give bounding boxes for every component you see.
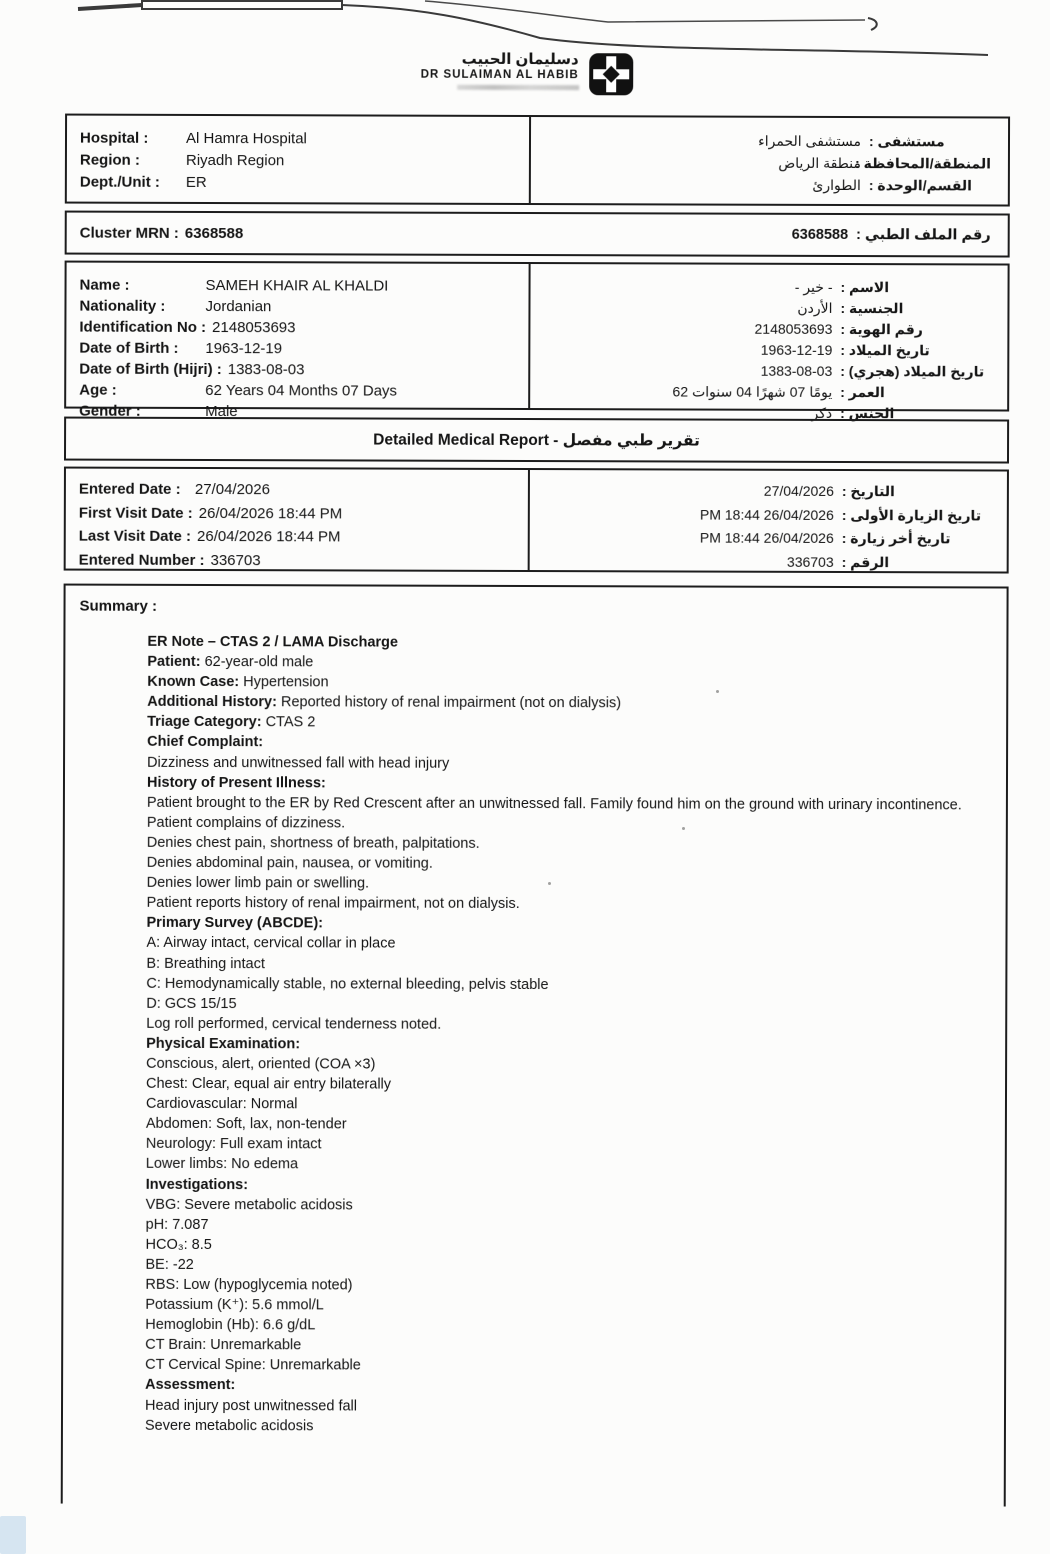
summary-line: pH: 7.087 (145, 1216, 209, 1233)
info-row-ar (540, 526, 990, 551)
summary-line: Triage Category: CTAS 2 (147, 714, 316, 731)
summary-line: Patient brought to the ER by Red Crescent after an unwitnessed fall. Family found him on the ground with urinary incontinence. (146, 794, 962, 814)
summary-line: Conscious, alert, oriented (COA ×3) (146, 1055, 376, 1073)
summary-line: RBS: Low (hypoglycemia noted) (145, 1276, 353, 1294)
patient-info-box (64, 261, 1009, 422)
field-value: 1963-12-19 (205, 339, 283, 358)
field-label: Nationality : (79, 297, 166, 315)
summary-line: Patient reports history of renal impairment, not on dialysis. (146, 895, 520, 913)
field-value-ar: الأردن (797, 299, 833, 316)
info-row (80, 150, 519, 173)
report-title-bar (64, 417, 1009, 464)
field-value: Male (205, 402, 238, 421)
info-row-ar (540, 297, 990, 319)
field-label: Date of Birth : (79, 339, 179, 357)
field-value-ar: PM 18:44 26/04/2026 (699, 529, 834, 546)
summary-line: B: Breathing intact (146, 955, 265, 972)
field-value-ar: 336703 (786, 553, 834, 570)
field-value: 27/04/2026 (194, 480, 271, 499)
summary-line: Chief Complaint: (147, 734, 264, 751)
field-label: Name : (79, 276, 130, 294)
field-value: 336703 (210, 551, 261, 569)
summary-line: CT Cervical Spine: Unremarkable (145, 1357, 361, 1374)
summary-line: D: GCS 15/15 (146, 995, 237, 1012)
info-row (79, 380, 518, 402)
summary-line: History of Present Illness: (146, 774, 326, 792)
field-label-ar: القسم/الوحدة : (868, 177, 972, 194)
summary-line: Investigations: (145, 1176, 249, 1193)
summary-line: Lower limbs: No edema (145, 1156, 299, 1173)
summary-line: Patient: 62-year-old male (147, 653, 314, 671)
field-label-ar: الجنسية : (840, 299, 904, 317)
info-row-ar (541, 129, 991, 152)
logo-text (421, 52, 579, 90)
summary-body (145, 632, 993, 1438)
mrn-label: Cluster MRN : (79, 224, 179, 242)
field-value-ar: الطوارئ (812, 176, 861, 194)
summary-line: Neurology: Full exam intact (145, 1136, 322, 1153)
field-value: SAMEH KHAIR AL KHALDI (205, 276, 389, 295)
field-value-ar: 1383-08-03 (760, 362, 833, 379)
field-value-ar: 1963-12-19 (760, 341, 833, 358)
field-label-ar: الرقم : (841, 553, 890, 570)
field-value-ar: مستشفى الحمراء (758, 132, 862, 150)
info-row (79, 317, 518, 339)
info-row (80, 275, 519, 297)
summary-line: Log roll performed, cervical tenderness noted. (146, 1015, 442, 1033)
facility-info-box (65, 114, 1010, 207)
info-row-ar (541, 151, 991, 174)
info-row-ar (540, 479, 990, 504)
field-label: Entered Date : (78, 480, 181, 498)
field-label-ar: العمر : (840, 383, 885, 401)
field-label-ar: تاريخ أخر زيارة : (841, 529, 951, 547)
summary-line: Denies lower limb pain or swelling. (146, 874, 370, 892)
summary-line: Head injury post unwitnessed fall (144, 1397, 358, 1415)
summary-line: A: Airway intact, cervical collar in place (146, 935, 396, 953)
summary-line: Abdomen: Soft, lax, non-tender (145, 1116, 347, 1133)
field-value: 26/04/2026 18:44 PM (196, 527, 341, 546)
summary-line: Denies chest pain, shortness of breath, palpitations. (146, 834, 480, 852)
summary-line: Assessment: (145, 1377, 236, 1394)
field-label-ar: تاريخ الميلاد (هجري) : (840, 362, 985, 380)
field-label: Region : (79, 151, 140, 169)
field-label: Dept./Unit : (79, 173, 160, 191)
summary-line: ER Note – CTAS 2 / LAMA Discharge (147, 633, 399, 651)
field-label-ar: الجنس : (840, 404, 895, 422)
field-label-ar: المنطقة/المحافظة : (855, 155, 991, 172)
summary-line: Primary Survey (ABCDE): (146, 915, 324, 932)
info-row-ar (540, 381, 990, 403)
facility-info-ar (531, 117, 1008, 204)
summary-line: Severe metabolic acidosis (144, 1417, 314, 1434)
patient-info-ar (530, 264, 1007, 422)
info-row-ar (540, 339, 990, 361)
summary-line: Dizziness and unwitnessed fall with head injury (147, 754, 450, 772)
info-row (79, 525, 518, 550)
summary-line: BE: -22 (145, 1256, 194, 1273)
field-value: Jordanian (205, 297, 272, 316)
summary-line: Physical Examination: (146, 1035, 301, 1053)
facility-info-en (67, 116, 531, 203)
field-value-ar: ذكر (811, 404, 833, 421)
logo-arabic-name: دسليمان الحبيب (461, 50, 579, 69)
field-label: First Visit Date : (78, 504, 193, 522)
info-row (79, 338, 518, 360)
field-label: Hospital : (79, 129, 149, 147)
logo-english-name: DR SULAIMAN AL HABIB (420, 68, 579, 82)
info-row-ar (540, 550, 990, 575)
field-value-ar: 27/04/2026 (763, 482, 834, 499)
field-value-ar: PM 18:44 26/04/2026 (699, 506, 834, 523)
info-row (79, 548, 518, 573)
info-row (79, 478, 518, 503)
logo-tagline (457, 85, 579, 90)
summary-line: HCO₃: 8.5 (145, 1236, 212, 1253)
field-label: Age : (79, 381, 117, 399)
hmg-logo-icon (588, 52, 634, 96)
summary-box (61, 584, 1009, 1507)
mrn-value-ar: 6368588 (791, 226, 849, 244)
summary-line: Patient complains of dizziness. (146, 814, 346, 832)
field-value: 26/04/2026 18:44 PM (198, 504, 343, 522)
info-row-ar (541, 173, 991, 196)
visit-dates-box (64, 467, 1009, 574)
patient-info-en (66, 263, 530, 421)
summary-line: Chest: Clear, equal air entry bilaterally (146, 1075, 392, 1093)
age-value-ar: 62 سنوات 04 شهرًا 07 يومًا (672, 383, 833, 400)
info-row (79, 501, 518, 526)
summary-line: CT Brain: Unremarkable (145, 1337, 302, 1354)
field-label-ar: تاريخ الزيارة الأولى : (841, 506, 982, 523)
field-value: 2148053693 (212, 319, 296, 337)
field-label: Identification No : (79, 318, 207, 336)
hospital-logo (2, 50, 1050, 97)
info-row (80, 172, 519, 195)
field-label: Entered Number : (78, 551, 205, 569)
info-row (80, 128, 519, 151)
field-label-ar: الاسم : (840, 278, 890, 296)
field-value-ar: - خير - (794, 278, 833, 295)
field-value: 62 Years 04 Months 07 Days (205, 381, 398, 400)
field-value: Riyadh Region (185, 151, 285, 170)
mrn-label-ar: رقم الملف الطبي : (856, 227, 991, 244)
info-row (79, 296, 518, 318)
field-value: 1383-08-03 (227, 361, 305, 379)
field-label-ar: رقم الهوية : (840, 320, 923, 338)
mrn-en (80, 224, 244, 242)
field-label-ar: مستشفى : (868, 133, 945, 150)
summary-line: Potassium (K⁺): 5.6 mmol/L (145, 1296, 324, 1314)
field-value: Al Hamra Hospital (185, 129, 307, 148)
field-value: ER (185, 173, 207, 191)
summary-line: Known Case: Hypertension (147, 674, 329, 691)
info-row-ar (540, 360, 990, 382)
field-label: Last Visit Date : (78, 527, 192, 545)
info-row-ar (540, 318, 990, 340)
field-value-ar: 2148053693 (754, 320, 833, 337)
summary-line: Denies abdominal pain, nausea, or vomiting. (146, 854, 433, 872)
info-row-ar (540, 503, 990, 528)
field-label: Gender : (79, 402, 141, 420)
visit-dates-en (66, 469, 530, 570)
field-label-ar: تاريخ الميلاد : (840, 341, 930, 359)
field-label: Date of Birth (Hijri) : (79, 360, 222, 379)
summary-line: Additional History: Reported history of renal impairment (not on dialysis) (147, 694, 622, 712)
summary-line: Hemoglobin (Hb): 6.6 g/dL (145, 1316, 316, 1334)
field-label-ar: التاريخ : (841, 482, 895, 500)
summary-line: VBG: Severe metabolic acidosis (145, 1196, 353, 1214)
field-value-ar: منطقة الرياض (778, 154, 861, 172)
report-title: Detailed Medical Report - تقرير طبي مفصل (373, 431, 700, 450)
mrn-ar (792, 227, 991, 244)
summary-label: Summary : (79, 597, 158, 615)
info-row (79, 359, 518, 381)
mrn-value: 6368588 (184, 224, 244, 242)
summary-line: C: Hemodynamically stable, no external bleeding, pelvis stable (146, 975, 549, 993)
info-row-ar (541, 276, 991, 298)
mrn-box (65, 211, 1010, 258)
visit-dates-ar (530, 470, 1007, 571)
summary-line: Cardiovascular: Normal (145, 1095, 298, 1113)
